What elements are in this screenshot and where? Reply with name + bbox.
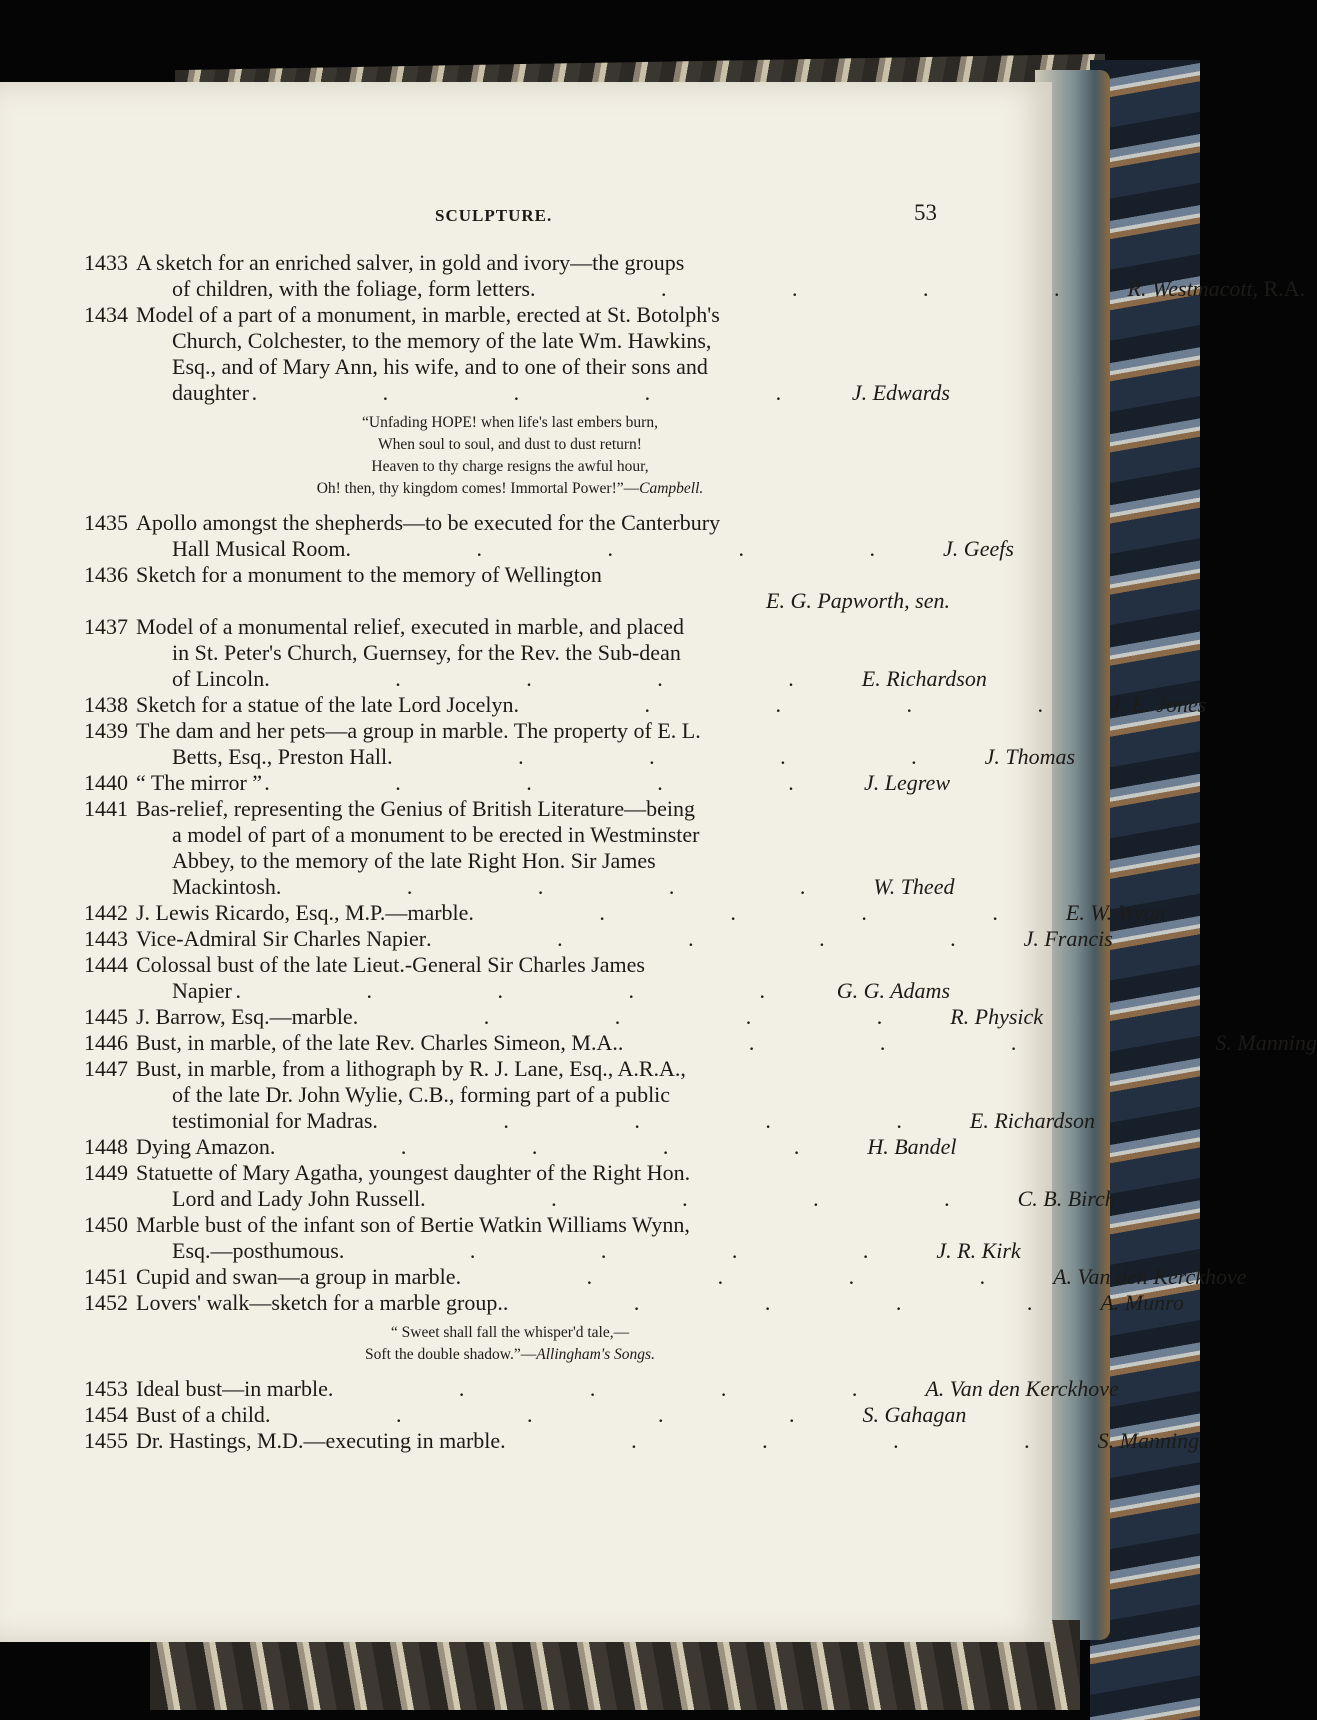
entry-body	[136, 1212, 1021, 1264]
leader-dots: . . . . .	[264, 770, 854, 795]
entry-body	[136, 796, 954, 900]
entry-text: Sketch for a monument to the memory of Wellington	[136, 562, 602, 587]
entry-number: 1440	[84, 770, 128, 795]
artist-suffix: R.A.	[1258, 276, 1306, 301]
artist-name-text: J. Thomas	[984, 744, 1076, 769]
entry-text: Dr. Hastings, M.D.—executing in marble	[136, 1428, 501, 1453]
entry-text: Betts, Esq., Preston Hall	[172, 744, 388, 769]
catalogue-entry	[70, 1376, 1119, 1402]
entry-number: 1441	[84, 796, 128, 821]
leader-dots: . . . . .	[264, 1402, 855, 1427]
entry-number: 1436	[84, 562, 128, 587]
artist-name	[766, 588, 950, 614]
artist-name-text: J. Francis	[1023, 926, 1113, 951]
entry-number: 1444	[84, 952, 128, 977]
entry-line	[136, 796, 954, 822]
entry-body	[136, 952, 950, 1004]
artist-name	[936, 1238, 1020, 1264]
catalogue-entry	[70, 926, 1113, 952]
entry-body	[136, 1402, 966, 1428]
entry-line	[136, 1160, 1116, 1186]
entry-number: 1434	[84, 302, 128, 327]
artist-name	[950, 1004, 1043, 1030]
catalogue-entry	[70, 302, 950, 406]
leader-dots: . . . . .	[513, 692, 1104, 717]
entry-body	[136, 614, 987, 692]
leader-dots: . . . . .	[502, 1290, 1093, 1315]
entry-body	[136, 692, 1206, 718]
artist-name	[864, 770, 950, 796]
catalogue-entry	[70, 1264, 1247, 1290]
entry-line	[136, 354, 950, 380]
entry-line	[136, 978, 950, 1004]
entry-text: Church, Colchester, to the memory of the late Wm. Hawkins,	[172, 328, 712, 353]
artist-name-text: S. Manning	[1097, 1428, 1200, 1453]
entry-number: 1437	[84, 614, 128, 639]
entry-line	[136, 744, 1075, 770]
quote-line: Heaven to thy charge resigns the awful hour,	[371, 458, 649, 475]
entry-text: Mackintosh	[172, 874, 276, 899]
entry-text: Apollo amongst the shepherds—to be executed for the Canterbury	[136, 510, 721, 535]
artist-name-text: C. B. Birch	[1017, 1186, 1116, 1211]
entry-text: Sketch for a statue of the late Lord Jocelyn	[136, 692, 514, 717]
entry-line	[136, 1264, 1247, 1290]
catalogue-entry	[70, 1030, 1317, 1056]
entry-line	[136, 588, 950, 614]
catalogue-entry	[70, 1056, 1095, 1134]
artist-name	[862, 1402, 966, 1428]
entry-line	[136, 874, 954, 900]
artist-name-text: J. R. Kirk	[936, 1238, 1021, 1263]
entry-body	[136, 1134, 957, 1160]
entry-line	[136, 900, 1166, 926]
catalogue-entry	[70, 692, 1207, 718]
entry-number: 1433	[84, 250, 128, 275]
entry-body	[136, 1376, 1119, 1402]
entry-number: 1453	[84, 1376, 128, 1401]
entry-text: Statuette of Mary Agatha, youngest daughter of the Right Hon.	[136, 1160, 691, 1185]
catalogue-entry	[70, 1004, 1044, 1030]
quote-line-text: Oh! then, thy kingdom comes! Immortal Power!”—	[316, 480, 640, 497]
entry-body	[136, 1264, 1247, 1290]
entry-text: Dying Amazon	[136, 1134, 270, 1159]
artist-name-text: E. G. Papworth, sen.	[766, 588, 950, 613]
entry-number: 1442	[84, 900, 128, 925]
entry-text: J. Lewis Ricardo, Esq., M.P.—marble	[136, 900, 469, 925]
entry-number: 1455	[84, 1428, 128, 1453]
artist-name-text: E. Richardson	[861, 666, 987, 691]
entry-number: 1448	[84, 1134, 128, 1159]
artist-name-text: A. Munro	[1100, 1290, 1184, 1315]
entry-line	[136, 1212, 1021, 1238]
artist-name-text: J. E. Jones	[1111, 692, 1207, 717]
entry-line	[136, 1186, 1116, 1212]
entry-text: Cupid and swan—a group in marble	[136, 1264, 456, 1289]
quote-line: “ Sweet shall fall the whisper'd tale,—	[390, 1324, 630, 1341]
entry-number: 1452	[84, 1290, 128, 1315]
artist-name	[1024, 926, 1113, 952]
artist-name	[1098, 1428, 1199, 1454]
entry-line	[136, 1108, 1095, 1134]
entry-number: 1450	[84, 1212, 128, 1237]
entry-body	[136, 1030, 1317, 1056]
artist-name-text: A. Van den Kerckhove	[1053, 1264, 1247, 1289]
entry-group-c	[70, 1376, 1200, 1454]
artist-name-text: E. W. Wyon	[1065, 900, 1166, 925]
artist-name	[1215, 1030, 1316, 1056]
catalogue-list	[70, 250, 1317, 1454]
artist-name	[862, 666, 987, 692]
entry-line	[136, 1402, 966, 1428]
entry-number: 1446	[84, 1030, 128, 1055]
leader-dots: . . . . .	[468, 900, 1058, 925]
entry-text: The dam and her pets—a group in marble. The property of E. L.	[136, 718, 701, 743]
entry-line	[136, 1030, 1317, 1056]
entry-line	[136, 1056, 1095, 1082]
entry-number: 1438	[84, 692, 128, 717]
artist-name	[1066, 900, 1166, 926]
entry-text: Bas-relief, representing the Genius of British Literature—being	[136, 796, 695, 821]
entry-text: Lord and Lady John Russell	[172, 1186, 421, 1211]
page-number: 53	[914, 200, 937, 225]
quote-allingham	[70, 1322, 950, 1366]
entry-text: Abbey, to the memory of the late Right Hon. Sir James	[172, 848, 656, 873]
entry-text: of children, with the foliage, form letters	[172, 276, 530, 301]
quote-line-text: Soft the double shadow.”—	[365, 1346, 537, 1363]
leader-dots: . . . . .	[235, 978, 826, 1003]
quote-line: “Unfading HOPE! when life's last embers burn,	[362, 414, 658, 431]
catalogue-entry	[70, 900, 1166, 926]
entry-text: Esq., and of Mary Ann, his wife, and to one of their sons and	[172, 354, 708, 379]
quote-attribution: Campbell.	[639, 480, 704, 497]
artist-name-text: J. Legrew	[864, 770, 950, 795]
leader-dots: . . . . .	[338, 1238, 929, 1263]
catalogue-entry	[70, 510, 1014, 562]
entry-line	[136, 276, 1305, 302]
entry-line	[136, 1238, 1021, 1264]
entry-text: Bust, in marble, from a lithograph by R. J. Lane, Esq., A.R.A.,	[136, 1056, 686, 1081]
leader-dots: . . . . .	[420, 1186, 1010, 1211]
entry-body	[136, 926, 1113, 952]
entry-body	[136, 1428, 1199, 1454]
entry-line	[136, 770, 950, 796]
entry-line	[136, 1134, 957, 1160]
entry-body	[136, 302, 950, 406]
entry-line	[136, 1290, 1184, 1316]
entry-line	[136, 1428, 1199, 1454]
catalogue-entry	[70, 796, 955, 900]
artist-name	[970, 1108, 1095, 1134]
entry-body	[136, 718, 1075, 770]
catalogue-entry	[70, 1134, 957, 1160]
entry-text: Esq.—posthumous	[172, 1238, 339, 1263]
catalogue-entry	[70, 1160, 1116, 1212]
leader-dots: . . . . .	[500, 1428, 1090, 1453]
entry-line	[136, 1376, 1119, 1402]
entry-text: testimonial for Madras	[172, 1108, 373, 1133]
artist-name-text: S. Gahagan	[862, 1402, 967, 1427]
artist-name	[925, 1376, 1118, 1402]
leader-dots: . . . . .	[372, 1108, 962, 1133]
catalogue-entry	[70, 1212, 1021, 1264]
entry-group-b	[70, 510, 1317, 1316]
leader-dots	[172, 588, 758, 614]
entry-line	[136, 1082, 1095, 1108]
leader-dots: . . . . .	[387, 744, 977, 769]
entry-text: Bust of a child	[136, 1402, 265, 1427]
entry-line	[136, 848, 954, 874]
catalogue-entry	[70, 952, 950, 1004]
entry-text: Hall Musical Room	[172, 536, 346, 561]
artist-name	[873, 874, 954, 900]
entry-text: “ The mirror ”	[136, 770, 263, 795]
entry-text: Bust, in marble, of the late Rev. Charles Simeon, M.A.	[136, 1030, 618, 1055]
artist-name	[837, 978, 950, 1004]
entry-line	[136, 614, 987, 640]
leader-dots: . . . . .	[264, 666, 854, 691]
artist-name	[1128, 276, 1306, 302]
entry-line	[136, 250, 1305, 276]
leader-dots: . . . . .	[327, 1376, 918, 1401]
entry-text: daughter	[172, 380, 249, 405]
entry-body	[136, 1290, 1184, 1316]
artist-name-text: G. G. Adams	[836, 978, 950, 1003]
artist-name	[867, 1134, 956, 1160]
catalogue-entry	[70, 1428, 1200, 1454]
leader-dots: . . . . .	[269, 1134, 860, 1159]
catalogue-entry	[70, 1402, 967, 1428]
leader-dots: . . . . .	[352, 1004, 943, 1029]
quote-line: When soul to soul, and dust to dust return!	[378, 436, 642, 453]
entry-line	[136, 692, 1206, 718]
entry-number: 1447	[84, 1056, 128, 1081]
entry-body	[136, 1160, 1116, 1212]
entry-line	[136, 1004, 1043, 1030]
entry-line	[136, 952, 950, 978]
artist-name-text: J. Edwards	[851, 380, 950, 405]
entry-text: Lovers' walk—sketch for a marble group.	[136, 1290, 503, 1315]
quote-campbell	[70, 412, 950, 500]
artist-name-text: A. Van den Kerckhove	[925, 1376, 1119, 1401]
artist-name-text: W. Theed	[873, 874, 955, 899]
entry-number: 1451	[84, 1264, 128, 1289]
entry-line	[136, 510, 1014, 536]
artist-name	[985, 744, 1075, 770]
entry-line	[136, 380, 950, 406]
entry-body	[136, 770, 950, 796]
entry-text: of Lincoln	[172, 666, 265, 691]
artist-name	[1111, 692, 1206, 718]
entry-body	[136, 250, 1305, 302]
catalogue-entry	[70, 614, 987, 692]
entry-text: Model of a part of a monument, in marble, erected at St. Botolph's	[136, 302, 720, 327]
artist-name-text: R. Westmacott,	[1127, 276, 1259, 301]
catalogue-entry	[70, 562, 950, 614]
quote-attribution: Allingham's Songs.	[536, 1346, 655, 1363]
leader-dots: . . . . .	[617, 1030, 1208, 1055]
quote-line	[70, 1344, 950, 1366]
artist-name	[1018, 1186, 1116, 1212]
entry-line	[136, 328, 950, 354]
artist-name-text: S. Manning	[1215, 1030, 1317, 1055]
entry-line	[136, 536, 1014, 562]
entry-number: 1439	[84, 718, 128, 743]
catalogue-entry	[70, 250, 1306, 302]
artist-name-text: R. Physick	[950, 1004, 1044, 1029]
entry-number: 1435	[84, 510, 128, 535]
entry-body	[136, 510, 1014, 562]
entry-number: 1445	[84, 1004, 128, 1029]
entry-text: J. Barrow, Esq.—marble	[136, 1004, 353, 1029]
entry-body	[136, 900, 1166, 926]
entry-text: Marble bust of the infant son of Bertie Watkin Williams Wynn,	[136, 1212, 690, 1237]
artist-name	[852, 380, 950, 406]
leader-dots: . . . . .	[275, 874, 866, 899]
entry-body	[136, 1056, 1095, 1134]
entry-line	[136, 666, 987, 692]
leader-dots: . . . . .	[426, 926, 1016, 951]
entry-number: 1449	[84, 1160, 128, 1185]
entry-line	[136, 562, 950, 588]
artist-name-text: J. Geefs	[943, 536, 1014, 561]
entry-text: of the late Dr. John Wylie, C.B., forming part of a public	[172, 1082, 671, 1107]
entry-body	[136, 1004, 1043, 1030]
artist-name	[1053, 1264, 1246, 1290]
entry-text: a model of part of a monument to be erected in Westminster	[172, 822, 700, 847]
catalogue-entry	[70, 718, 1076, 770]
artist-name-text: E. Richardson	[969, 1108, 1095, 1133]
entry-group-a	[70, 250, 1306, 406]
entry-body	[136, 562, 950, 614]
book-page	[0, 82, 1317, 1642]
leader-dots: . . . . .	[530, 276, 1120, 301]
entry-number: 1443	[84, 926, 128, 951]
entry-text: Ideal bust—in marble	[136, 1376, 328, 1401]
entry-text: in St. Peter's Church, Guernsey, for the Rev. the Sub-dean	[172, 640, 681, 665]
entry-text: Model of a monumental relief, executed in marble, and placed	[136, 614, 684, 639]
leader-dots: . . . . .	[251, 380, 842, 405]
leader-dots: . . . . .	[345, 536, 936, 561]
entry-line	[136, 822, 954, 848]
entry-text: Colossal bust of the late Lieut.-General Sir Charles James	[136, 952, 645, 977]
entry-line	[136, 302, 950, 328]
artist-name-text: H. Bandel	[867, 1134, 957, 1159]
catalogue-entry	[70, 1290, 1184, 1316]
entry-text: Napier	[172, 978, 232, 1003]
running-header	[435, 200, 942, 230]
entry-line	[136, 718, 1075, 744]
entry-text: Vice-Admiral Sir Charles Napier	[136, 926, 427, 951]
artist-name	[943, 536, 1014, 562]
page-title: SCULPTURE.	[435, 206, 553, 225]
catalogue-entry	[70, 770, 950, 796]
entry-line	[136, 640, 987, 666]
entry-text: A sketch for an enriched salver, in gold and ivory—the groups	[136, 250, 685, 275]
entry-line	[136, 926, 1113, 952]
artist-name	[1100, 1290, 1184, 1316]
leader-dots: . . . . .	[455, 1264, 1046, 1289]
entry-number: 1454	[84, 1402, 128, 1427]
quote-line	[70, 478, 950, 500]
